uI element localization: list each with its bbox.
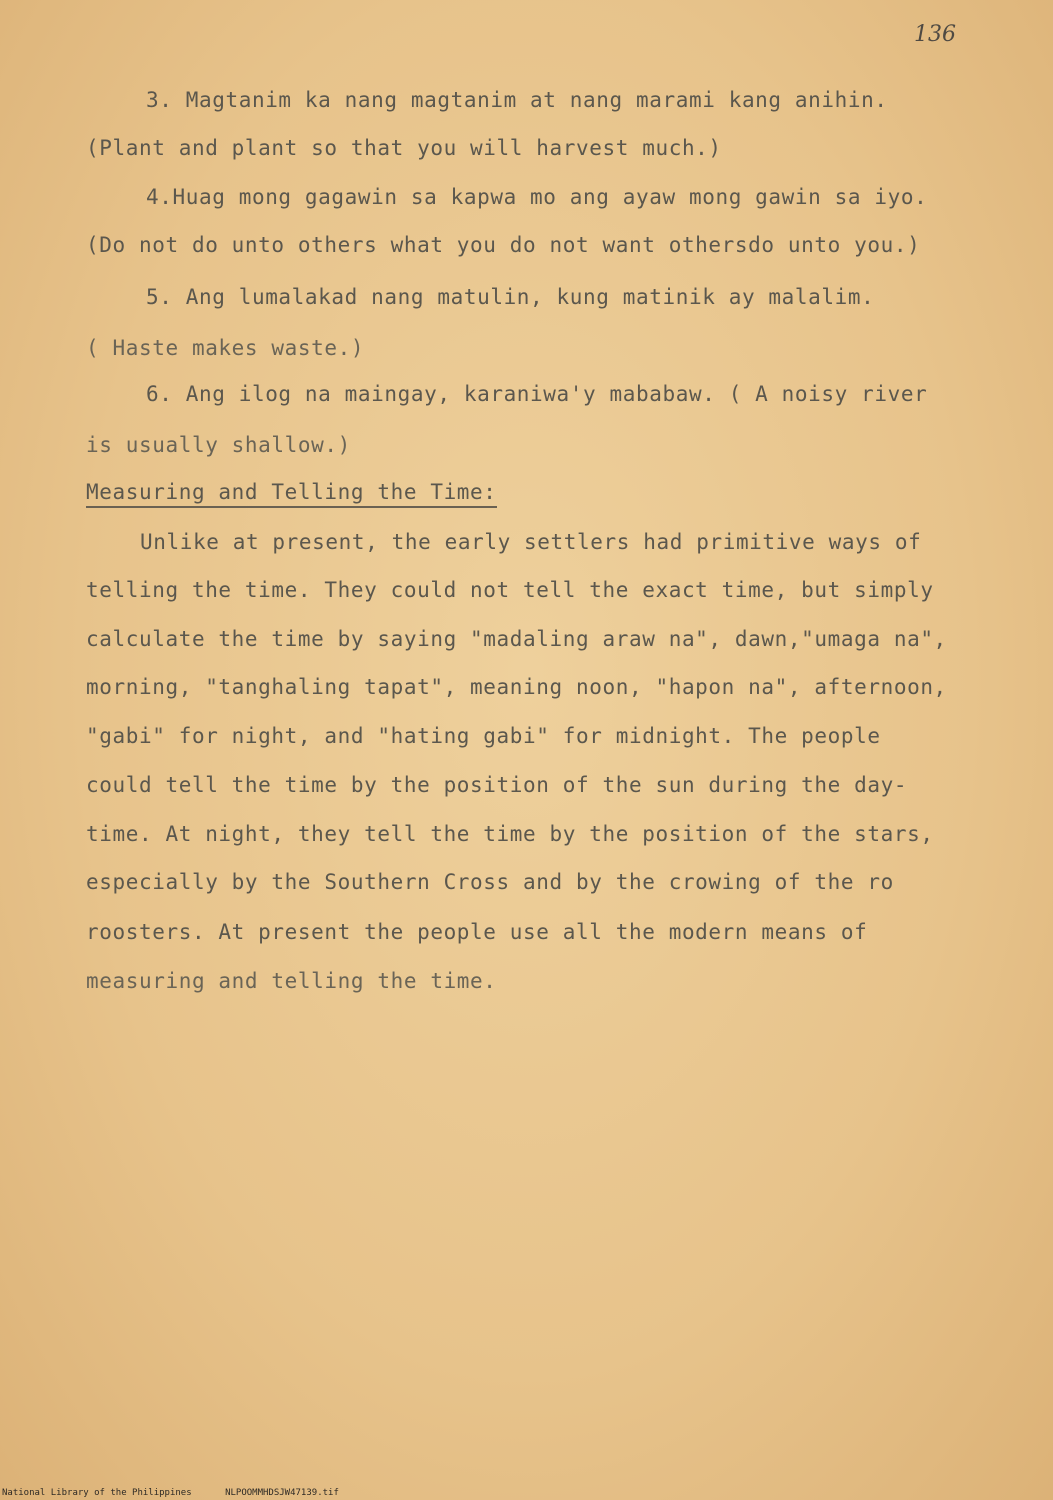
- footer-library: National Library of the Philippines: [2, 1488, 192, 1498]
- proverb-5-translation: ( Haste makes waste.): [86, 336, 365, 360]
- paragraph-line: especially by the Southern Cross and by the crowing of the ro: [86, 870, 894, 894]
- section-heading: Measuring and Telling the Time:: [86, 480, 497, 508]
- paragraph-line: Unlike at present, the early settlers had primitive ways of: [140, 530, 922, 554]
- page-number: 136: [914, 22, 956, 47]
- proverb-5-text: 5. Ang lumalakad nang matulin, kung matinik ay malalim.: [146, 285, 875, 309]
- proverb-4-text: 4.Huag mong gagawin sa kapwa mo ang ayaw mong gawin sa iyo.: [146, 185, 928, 209]
- paragraph-line: time. At night, they tell the time by the position of the stars,: [86, 822, 934, 846]
- proverb-6-text: 6. Ang ilog na maingay, karaniwa'y mababaw. ( A noisy river: [146, 382, 928, 406]
- paragraph-line: measuring and telling the time.: [86, 969, 497, 993]
- proverb-3-text: 3. Magtanim ka nang magtanim at nang marami kang anihin.: [146, 88, 888, 112]
- paragraph-line: morning, "tanghaling tapat", meaning noon, "hapon na", afternoon,: [86, 675, 947, 699]
- paragraph-line: "gabi" for night, and "hating gabi" for midnight. The people: [86, 724, 881, 748]
- scan-footer: [2, 1488, 367, 1498]
- proverb-3-translation: (Plant and plant so that you will harvest much.): [86, 136, 722, 160]
- proverb-6-continuation: is usually shallow.): [86, 433, 351, 457]
- paragraph-line: could tell the time by the position of the sun during the day-: [86, 773, 908, 797]
- proverb-4-translation: (Do not do unto others what you do not want othersdo unto you.): [86, 233, 921, 257]
- footer-filename: NLPOOMMHDSJW47139.tif: [225, 1488, 339, 1498]
- paragraph-line: telling the time. They could not tell the exact time, but simply: [86, 578, 934, 602]
- paragraph-line: calculate the time by saying "madaling araw na", dawn,"umaga na",: [86, 627, 947, 651]
- paragraph-line: roosters. At present the people use all the modern means of: [86, 920, 868, 944]
